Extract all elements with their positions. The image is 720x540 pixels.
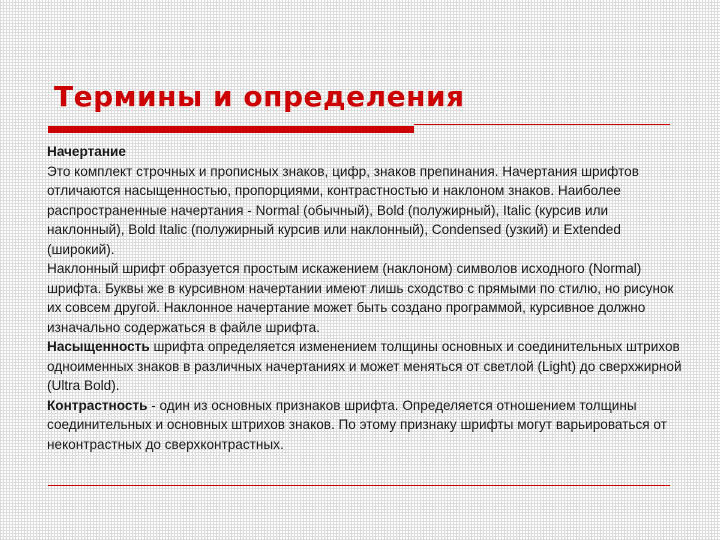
- paragraph-weight: [47, 337, 682, 396]
- term-weight: Насыщенность: [47, 339, 150, 354]
- title-underline-bar: [48, 126, 414, 133]
- title-underline-thin: [414, 124, 670, 125]
- bottom-divider: [48, 485, 670, 486]
- slide-title: Термины и определения: [54, 80, 465, 113]
- term-contrast: Контрастность: [47, 397, 148, 413]
- typeface-definition: Это комплект строчных и прописных знаков, цифр, знаков препинания. Начертания шрифтов отличаются насыщенностью, пропорциями, контрастностью и наклоном знаков. Наиболее распространенные начертания - Normal (обычный), Bold (полужирный), Italic (курсив или наклонный), Bold Italic (полужирный курсив или наклонный), Condensed (узкий) и Extended (широкий).: [47, 163, 639, 257]
- term-typeface: Начертание: [47, 144, 126, 159]
- paragraph-oblique: [47, 259, 682, 337]
- weight-definition: шрифта определяется изменением толщины основных и соединительных штрихов одноименных знаков в различных начертаниях и может меняться от светлой (Light) до сверхжирной (Ultra Bold).: [47, 339, 682, 393]
- paragraph-contrast: [47, 396, 682, 455]
- slide-body: [47, 142, 682, 454]
- oblique-definition: Наклонный шрифт образуется простым искажением (наклоном) символов исходного (Normal) шрифта. Буквы же в курсивном начертании имеют лишь сходство с прямыми по стилю, но рисунок их совсем другой. Наклонное начертание может быть создано программой, курсивное должно изначально содержаться в файле шрифта.: [47, 261, 674, 335]
- contrast-definition: - один из основных признаков шрифта. Определяется отношением толщины соединительных и основных штрихов знаков. По этому признаку шрифты могут варьироваться от неконтрастных до сверхконтрастных.: [47, 397, 667, 452]
- paragraph-typeface: [47, 142, 682, 259]
